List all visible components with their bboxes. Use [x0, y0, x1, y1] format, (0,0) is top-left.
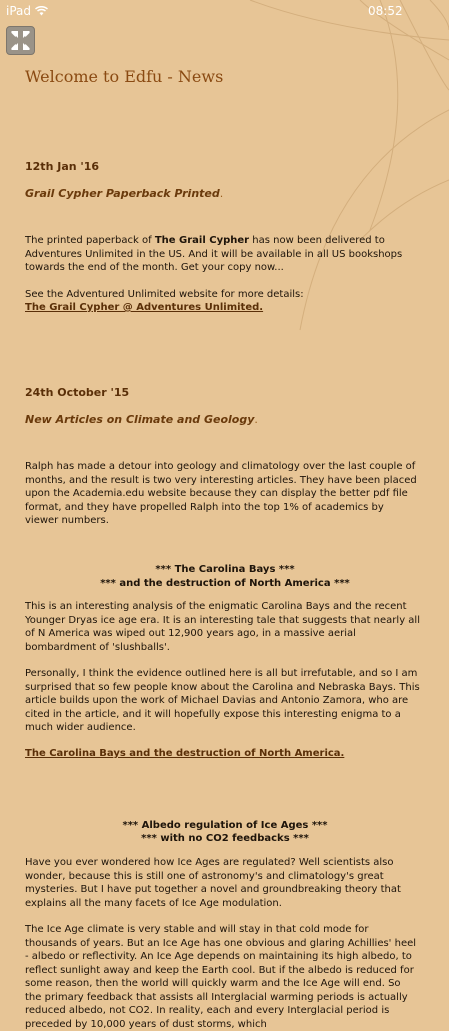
status-bar — [0, 0, 449, 22]
post-paragraph — [25, 234, 420, 275]
article-title-line: *** with no CO2 feedbacks *** — [141, 833, 309, 844]
wifi-icon — [35, 6, 48, 16]
post-headline: Grail Cypher Paperback Printed. — [25, 187, 224, 200]
device-label: iPad — [6, 4, 32, 18]
article-paragraph: This is an interesting analysis of the enigmatic Carolina Bays and the recent Younger Dryas ice age era. It is an interesting tale that suggests that nearly all of N America was wiped out 12,900 years ago, in a massive aerial bombardment of 'slushballs'. — [25, 601, 420, 653]
post-headline: New Articles on Climate and Geology. — [25, 413, 258, 426]
article-paragraph: The Ice Age climate is very stable and will stay in that cold mode for thousands of years. But an Ice Age has one obvious and glaring Achillies' heel - albedo or reflectivity. An Ice Age depends on maintaining its high albedo, to reflect sunlight away and keep the Earth cool. But if the albedo is reduced for some reason, then the world will quickly warm and the Ice Age will end. So the primary feedback that assists all Interglacial warming periods is actually reduced albedo, not CO2. In reality, each and every Interglacial period is preceded by 10,000 years of dust storms, which — [25, 924, 417, 1030]
carolina-bays-link[interactable]: The Carolina Bays and the destruction of North America. — [25, 748, 345, 759]
post-paragraph: See the Adventured Unlimited website for more details: — [25, 289, 304, 300]
post-date: 12th Jan '16 — [25, 160, 100, 173]
collapse-button[interactable] — [6, 26, 35, 55]
status-time: 08:52 — [368, 4, 403, 18]
post-paragraph: Ralph has made a detour into geology and climatology over the last couple of months, and the result is two very interesting articles. They have been placed upon the Academia.edu website because they can display the better pdf file format, and they have propelled Ralph into the top 1% of academics by viewer numbers. — [25, 461, 417, 526]
post-date: 24th October '15 — [25, 386, 130, 399]
grail-cypher-link[interactable]: The Grail Cypher @ Adventures Unlimited. — [25, 302, 264, 313]
article-paragraph: Personally, I think the evidence outlined here is all but irrefutable, and so I am surprised that so few people know about the Carolina and Nebraska Bays. This article builds upon the work of Michael Davias and Antonio Zamora, who are cited in the article, and it will hopefully expose this interesting enigma to a much wider audience. — [25, 668, 420, 733]
paragraph-text: The printed paperback of — [25, 235, 155, 246]
article-paragraph: Have you ever wondered how Ice Ages are regulated? Well scientists also wonder, because this is still one of astronomy's and climatology's great mysteries. But I have put together a novel and groundbreaking theory that explains all the many facets of Ice Age modulation. — [25, 857, 401, 909]
site-title: Welcome to Edfu - News — [25, 67, 224, 86]
book-title: The Grail Cypher — [154, 235, 250, 246]
post-headline-text: New Articles on Climate and Geology — [25, 413, 255, 426]
post-headline-text: Grail Cypher Paperback Printed — [25, 187, 220, 200]
article-title-line: *** Albedo regulation of Ice Ages *** — [122, 820, 328, 831]
paragraph-text: has now been delivered to Adventures Unlimited in the US. And it will be available in all US bookshops towards the end of the month. Get your copy now... — [25, 235, 403, 273]
article-title-line: *** and the destruction of North America *** — [100, 578, 350, 589]
article-title-line: *** The Carolina Bays *** — [155, 564, 295, 575]
collapse-arrows-icon — [7, 27, 34, 54]
